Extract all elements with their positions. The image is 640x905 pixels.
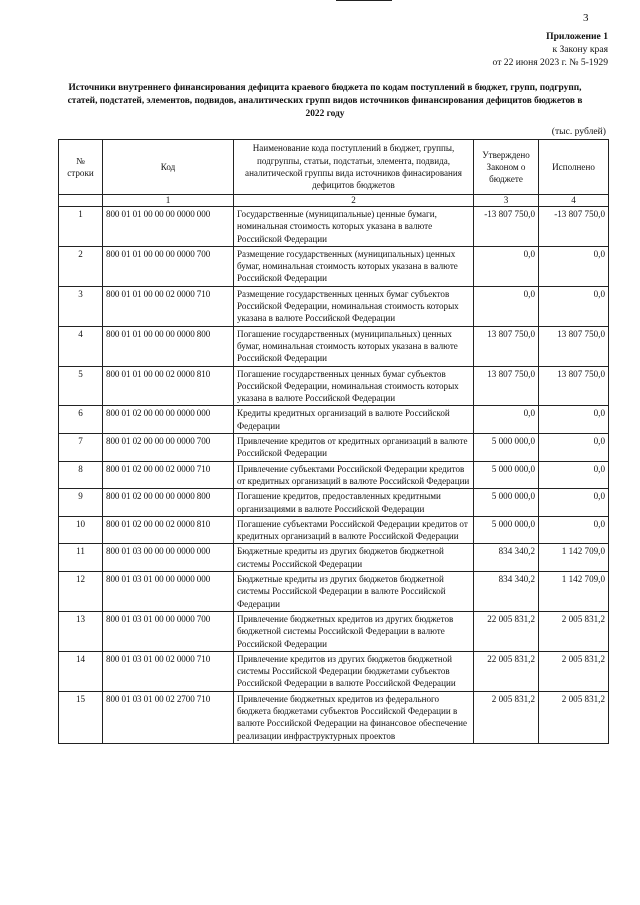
- executed-cell: 2 005 831,2: [539, 611, 609, 651]
- executed-cell: -13 807 750,0: [539, 207, 609, 247]
- row-number-cell: 1: [59, 207, 103, 247]
- annex-law-reference: к Закону края: [552, 44, 608, 55]
- code-cell: 800 01 02 00 00 02 0000 810: [103, 516, 234, 544]
- row-number-cell: 10: [59, 516, 103, 544]
- table-row: [59, 461, 609, 489]
- executed-cell: 1 142 709,0: [539, 572, 609, 612]
- executed-cell: 0,0: [539, 461, 609, 489]
- name-cell: Кредиты кредитных организаций в валюте Российской Федерации: [234, 406, 474, 434]
- name-cell: Погашение государственных (муниципальных) ценных бумаг, номинальная стоимость которых указана в валюте Российской Федерации: [234, 326, 474, 366]
- row-number-cell: 8: [59, 461, 103, 489]
- name-cell: Бюджетные кредиты из других бюджетов бюджетной системы Российской Федерации в валюте Российской Федерации: [234, 572, 474, 612]
- row-number-cell: 5: [59, 366, 103, 406]
- approved-cell: 5 000 000,0: [474, 489, 539, 517]
- column-number: 4: [539, 195, 609, 207]
- header-approved: Утверждено Законом о бюджете: [474, 140, 539, 195]
- code-cell: 800 01 03 01 00 00 0000 700: [103, 611, 234, 651]
- code-cell: 800 01 01 00 00 00 0000 800: [103, 326, 234, 366]
- code-cell: 800 01 01 00 00 02 0000 810: [103, 366, 234, 406]
- units-label: (тыс. рублей): [551, 126, 606, 137]
- table-row: [59, 286, 609, 326]
- column-number: 2: [234, 195, 474, 207]
- code-cell: 800 01 03 01 00 02 2700 710: [103, 691, 234, 743]
- name-cell: Размещение государственных (муниципальных) ценных бумаг, номинальная стоимость которых указана в валюте Российской Федерации: [234, 246, 474, 286]
- row-number-cell: 3: [59, 286, 103, 326]
- code-cell: 800 01 02 00 00 00 0000 700: [103, 434, 234, 462]
- name-cell: Погашение субъектами Российской Федерации кредитов от кредитных организаций в валюте Российской Федерации: [234, 516, 474, 544]
- document-title: Источники внутреннего финансирования дефицита краевого бюджета по кодам поступлений в бюджет, групп, подгрупп, статей, подстатей, элементов, подвидов, аналитических групп видов источников финансирования дефицитов бюджетов в 2022 году: [67, 83, 583, 119]
- code-cell: 800 01 03 00 00 00 0000 000: [103, 544, 234, 572]
- approved-cell: 2 005 831,2: [474, 691, 539, 743]
- table-row: [59, 366, 609, 406]
- code-cell: 800 01 03 01 00 00 0000 000: [103, 572, 234, 612]
- top-edge-stroke: [336, 0, 392, 1]
- name-cell: Погашение кредитов, предоставленных кредитными организациями в валюте Российской Федерации: [234, 489, 474, 517]
- executed-cell: 2 005 831,2: [539, 651, 609, 691]
- column-number-empty: [59, 195, 103, 207]
- page-number: 3: [583, 12, 589, 24]
- approved-cell: -13 807 750,0: [474, 207, 539, 247]
- approved-cell: 834 340,2: [474, 572, 539, 612]
- code-cell: 800 01 02 00 00 02 0000 710: [103, 461, 234, 489]
- code-cell: 800 01 02 00 00 00 0000 000: [103, 406, 234, 434]
- table-row: [59, 611, 609, 651]
- code-cell: 800 01 01 00 00 00 0000 000: [103, 207, 234, 247]
- name-cell: Привлечение кредитов от кредитных организаций в валюте Российской Федерации: [234, 434, 474, 462]
- name-cell: Привлечение бюджетных кредитов из федерального бюджета бюджетами субъектов Российской Федерации в валюте Российской Федерации на финансовое обеспечение реализации инфраструктурных проектов: [234, 691, 474, 743]
- executed-cell: 1 142 709,0: [539, 544, 609, 572]
- executed-cell: 13 807 750,0: [539, 366, 609, 406]
- executed-cell: 0,0: [539, 406, 609, 434]
- approved-cell: 0,0: [474, 406, 539, 434]
- row-number-cell: 6: [59, 406, 103, 434]
- row-number-cell: 15: [59, 691, 103, 743]
- table-header-row: [59, 140, 609, 195]
- approved-cell: 5 000 000,0: [474, 461, 539, 489]
- code-cell: 800 01 02 00 00 00 0000 800: [103, 489, 234, 517]
- executed-cell: 2 005 831,2: [539, 691, 609, 743]
- row-number-cell: 2: [59, 246, 103, 286]
- approved-cell: 13 807 750,0: [474, 326, 539, 366]
- annex-block: [493, 30, 608, 69]
- approved-cell: 5 000 000,0: [474, 434, 539, 462]
- table-row: [59, 207, 609, 247]
- table-row: [59, 246, 609, 286]
- column-number: 1: [103, 195, 234, 207]
- sources-table: [58, 139, 609, 744]
- header-executed: Исполнено: [539, 140, 609, 195]
- approved-cell: 834 340,2: [474, 544, 539, 572]
- row-number-cell: 9: [59, 489, 103, 517]
- table-row: [59, 434, 609, 462]
- approved-cell: 22 005 831,2: [474, 611, 539, 651]
- code-cell: 800 01 03 01 00 02 0000 710: [103, 651, 234, 691]
- column-number: 3: [474, 195, 539, 207]
- name-cell: Привлечение бюджетных кредитов из других бюджетов бюджетной системы Российской Федерации в валюте Российской Федерации: [234, 611, 474, 651]
- table-row: [59, 489, 609, 517]
- row-number-cell: 4: [59, 326, 103, 366]
- name-cell: Размещение государственных ценных бумаг субъектов Российской Федерации, номинальная стоимость которых указана в валюте Российской Федерации: [234, 286, 474, 326]
- code-cell: 800 01 01 00 00 02 0000 710: [103, 286, 234, 326]
- table-body: [59, 207, 609, 744]
- approved-cell: 0,0: [474, 286, 539, 326]
- executed-cell: 0,0: [539, 434, 609, 462]
- executed-cell: 0,0: [539, 286, 609, 326]
- header-code: Код: [103, 140, 234, 195]
- table-row: [59, 544, 609, 572]
- name-cell: Привлечение субъектами Российской Федерации кредитов от кредитных организаций в валюте Российской Федерации: [234, 461, 474, 489]
- table-row: [59, 326, 609, 366]
- executed-cell: 0,0: [539, 489, 609, 517]
- table-row: [59, 516, 609, 544]
- approved-cell: 5 000 000,0: [474, 516, 539, 544]
- name-cell: Погашение государственных ценных бумаг субъектов Российской Федерации, номинальная стоимость которых указана в валюте Российской Федерации: [234, 366, 474, 406]
- approved-cell: 13 807 750,0: [474, 366, 539, 406]
- row-number-cell: 11: [59, 544, 103, 572]
- executed-cell: 0,0: [539, 246, 609, 286]
- header-name: Наименование кода поступлений в бюджет, группы, подгруппы, статьи, подстатьи, элемента, подвида, аналитической группы вида источников финасирования дефицитов бюджетов: [234, 140, 474, 195]
- code-cell: 800 01 01 00 00 00 0000 700: [103, 246, 234, 286]
- annex-title: Приложение 1: [546, 31, 608, 42]
- name-cell: Государственные (муниципальные) ценные бумаги, номинальная стоимость которых указана в валюте Российской Федерации: [234, 207, 474, 247]
- row-number-cell: 14: [59, 651, 103, 691]
- header-row-number: № строки: [59, 140, 103, 195]
- name-cell: Бюджетные кредиты из других бюджетов бюджетной системы Российской Федерации: [234, 544, 474, 572]
- row-number-cell: 13: [59, 611, 103, 651]
- row-number-cell: 12: [59, 572, 103, 612]
- row-number-cell: 7: [59, 434, 103, 462]
- executed-cell: 0,0: [539, 516, 609, 544]
- approved-cell: 22 005 831,2: [474, 651, 539, 691]
- table-row: [59, 691, 609, 743]
- table-row: [59, 651, 609, 691]
- column-number-row: [59, 195, 609, 207]
- name-cell: Привлечение кредитов из других бюджетов бюджетной системы Российской Федерации бюджетами субъектов Российской Федерации в валюте Российской Федерации: [234, 651, 474, 691]
- approved-cell: 0,0: [474, 246, 539, 286]
- table-row: [59, 406, 609, 434]
- annex-date: от 22 июня 2023 г. № 5-1929: [492, 57, 608, 68]
- executed-cell: 13 807 750,0: [539, 326, 609, 366]
- table-row: [59, 572, 609, 612]
